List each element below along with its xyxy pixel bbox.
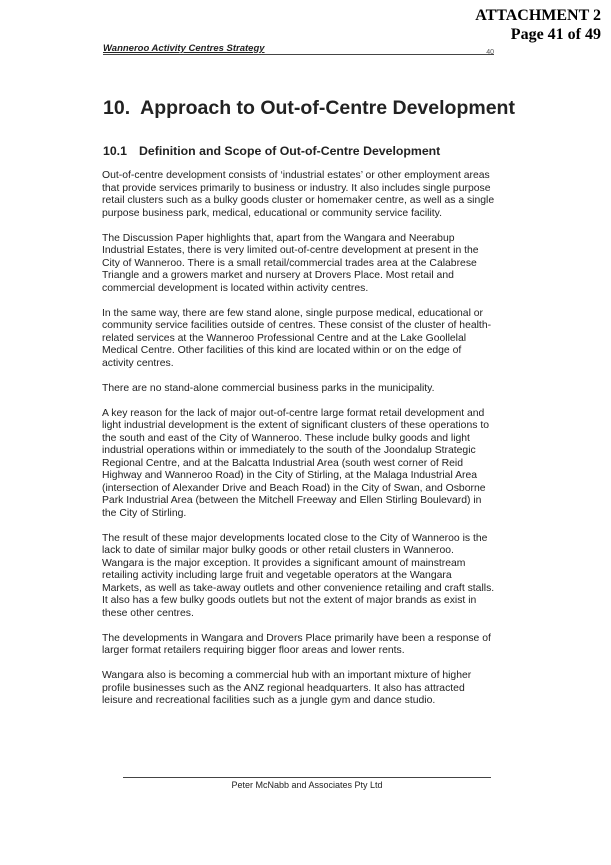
paragraph-line: It also has a few bulky goods outlets but not the extent of major brands as exist in [102,595,477,606]
paragraph-line: retail clusters such as a bulky goods cluster or homemaker centre, as well as a single [102,195,495,206]
paragraph-line: profile businesses such as the ANZ regional headquarters. It also has attracted [102,682,465,694]
paragraph [102,170,522,220]
paragraph-line: The developments in Wangara and Drovers Place primarily have been a response of [102,632,491,644]
paragraph-line: light industrial development is the extent of significant clusters of these operations to [102,420,489,431]
paragraph [102,633,522,658]
paragraph-line: Park Industrial Area (between the Mitchell Freeway and Ellen Stirling Boulevard) in [102,495,482,506]
paragraph-line: Regional Centre, and at the Balcatta Industrial Area (south west corner of Reid [102,457,463,469]
paragraph [102,670,522,708]
paragraph-line: activity centres. [102,357,174,369]
paragraph-line: leisure and recreational facilities such as a jungle gym and dance studio. [102,695,436,706]
paragraph-line: The Discussion Paper highlights that, apart from the Wangara and Neerabup [102,232,455,244]
paragraph-line: In the same way, there are few stand alone, single purpose medical, educational or [102,307,484,319]
paragraph [102,308,522,371]
paragraph-line: Out-of-centre development consists of ‘industrial estates’ or other employment areas [102,170,490,181]
paragraph-line: commercial development is located within activity centres. [102,282,369,294]
paragraph-line: The result of these major developments located close to the City of Wanneroo is the [102,532,488,544]
paragraph-line: Markets, as well as take-away outlets and other convenience retailing and craft stalls. [102,582,495,594]
paragraph-line: There are no stand-alone commercial business parks in the municipality. [102,382,435,394]
paragraph [102,533,522,621]
body-text [102,170,522,720]
paragraph-line: retailing activity including large fruit and vegetable operators at the Wangara [102,570,452,581]
chapter-heading [103,97,515,120]
paragraph-line: Highway and Wanneroo Road) in the City of Stirling, at the Malaga Industrial Area [102,470,478,481]
paragraph [102,233,522,296]
footer-rule [123,777,491,778]
chapter-title: Approach to Out-of-Centre Development [140,97,515,119]
paragraph-line: lack to date of similar major bulky goods or other retail clusters in Wanneroo. [102,545,454,556]
paragraph-line: Wangara is the major exception. It provides a significant amount of mainstream [102,557,466,569]
paragraph-line: A key reason for the lack of major out-of-centre large format retail development and [102,407,485,419]
running-header-page-number: 40 [486,49,494,56]
paragraph-line: the south and east of the City of Wanneroo. These include bulky goods and light [102,432,470,444]
paragraph-line: Medical Centre. Other facilities of this kind are located within or on the edge of [102,345,462,356]
paragraph-line: related services at the Wanneroo Professional Centre and at the Lake Goollelal [102,332,467,344]
chapter-number: 10. [103,97,131,119]
paragraph-line: purpose business park, medical, educational or community service facility. [102,207,442,219]
paragraph-line: Wangara also is becoming a commercial hub with an important mixture of higher [102,670,472,681]
paragraph [102,383,522,396]
attachment-page-count: Page 41 of 49 [510,26,601,43]
paragraph [102,408,522,521]
paragraph-line: these other centres. [102,607,194,619]
paragraph-line: Industrial Estates, there is very limited out-of-centre development at present in the [102,245,479,256]
paragraph-line: (intersection of Alexander Drive and Beach Road) in the City of Swan, and Osborne [102,482,486,494]
running-header-title: Wanneroo Activity Centres Strategy [103,43,265,54]
footer-text: Peter McNabb and Associates Pty Ltd [231,780,383,790]
paragraph-line: Triangle and a growers market and nursery at Drovers Place. Most retail and [102,270,454,281]
paragraph-line: community service facilities outside of centres. These consist of the cluster of health- [102,320,492,331]
paragraph-line: the City of Stirling. [102,507,187,519]
section-number: 10.1 [103,144,127,158]
paragraph-line: that provide services primarily to business or industry. It also includes single purpose [102,182,491,194]
attachment-stamp [475,6,601,44]
section-title: Definition and Scope of Out-of-Centre Development [139,144,441,158]
running-header [103,42,494,55]
paragraph-line: City of Wanneroo. There is a small retail/commercial trades area at the Calabrese [102,257,477,269]
section-heading [103,144,440,158]
attachment-label: ATTACHMENT 2 [475,7,601,24]
paragraph-line: larger format retailers requiring bigger floor areas and lower rents. [102,645,405,656]
paragraph-line: industrial operations within or immediately to the south of the Joondalup Strategic [102,445,476,456]
